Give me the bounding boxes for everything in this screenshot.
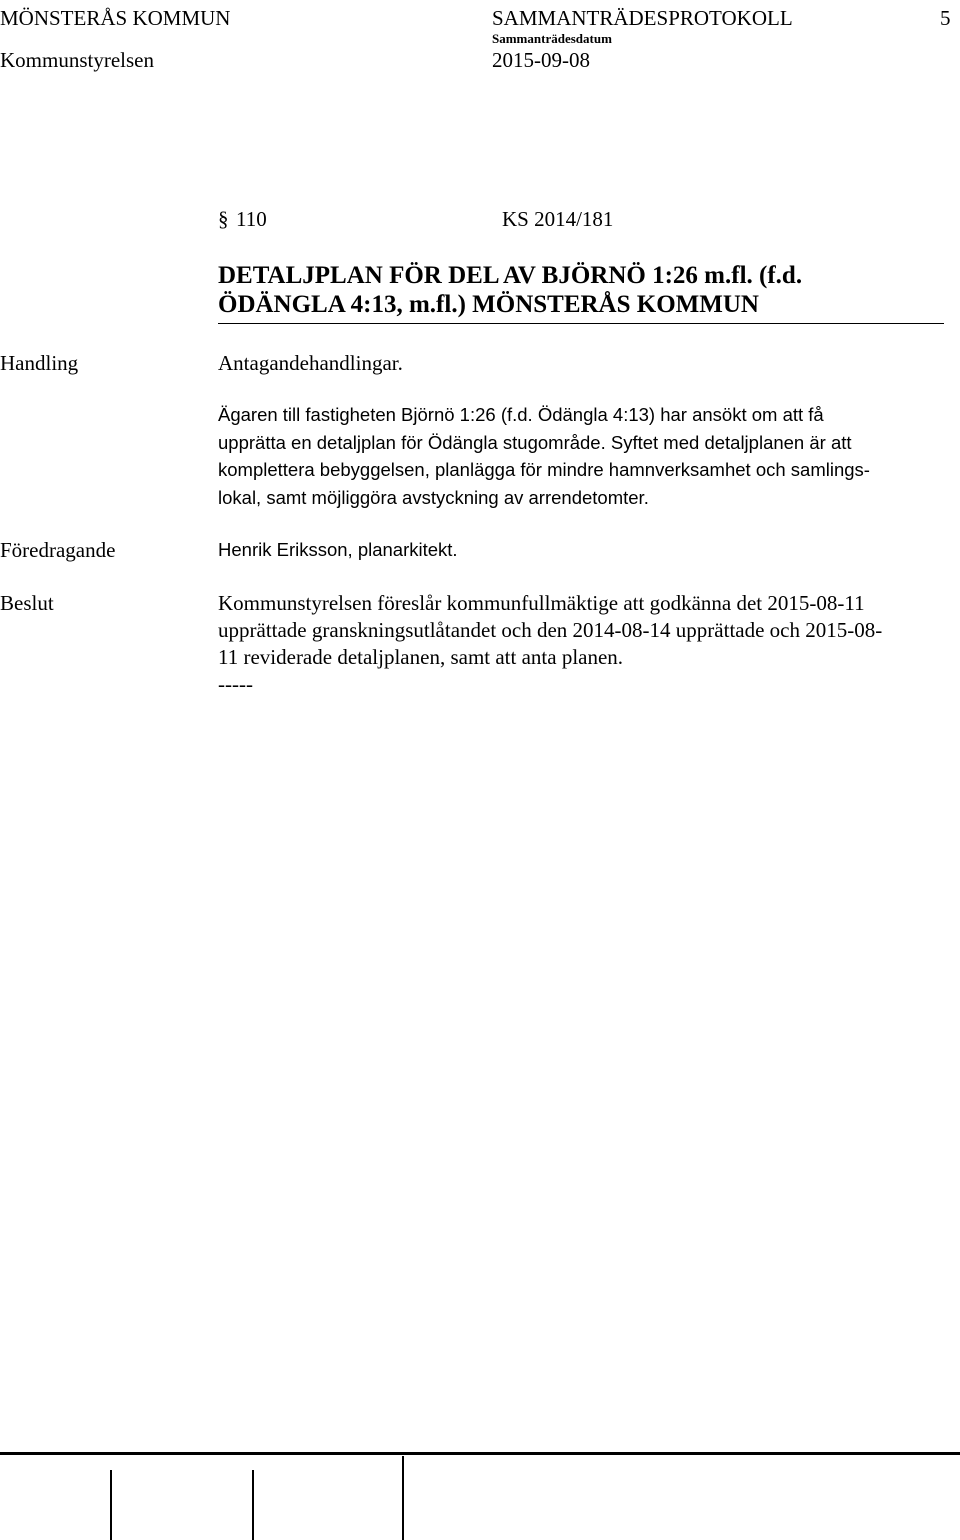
title-underline — [218, 323, 944, 324]
beslut-line-3: 11 reviderade detaljplanen, samt att anta planen. — [218, 645, 624, 669]
signature-divider-1 — [110, 1470, 112, 1540]
footer-top-rule — [0, 1452, 960, 1455]
header-body: Kommunstyrelsen — [0, 48, 154, 72]
signature-divider-3 — [402, 1456, 404, 1540]
handling-value: Antagandehandlingar. — [218, 351, 403, 375]
beslut-label: Beslut — [0, 591, 54, 615]
section-number: 110 — [236, 207, 267, 231]
section-title-line-2: ÖDÄNGLA 4:13, m.fl.) MÖNSTERÅS KOMMUN — [218, 291, 759, 318]
description-line-4: lokal, samt möjliggöra avstyckning av arrendetomter. — [218, 487, 649, 508]
foredragande-label: Föredragande — [0, 538, 116, 562]
foredragande-value: Henrik Eriksson, planarkitekt. — [218, 539, 458, 560]
signature-divider-2 — [252, 1470, 254, 1540]
header-date-label: Sammanträdesdatum — [492, 31, 612, 46]
header-organization: MÖNSTERÅS KOMMUN — [0, 6, 231, 30]
beslut-line-2: upprättade granskningsutlåtandet och den 2014-08-14 upprättade och 2015-08- — [218, 618, 883, 642]
header-document-type: SAMMANTRÄDESPROTOKOLL — [492, 6, 793, 30]
section-title-line-1: DETALJPLAN FÖR DEL AV BJÖRNÖ 1:26 m.fl. (f.d. — [218, 262, 803, 289]
description-line-1: Ägaren till fastigheten Björnö 1:26 (f.d. Ödängla 4:13) har ansökt om att få — [218, 404, 824, 425]
header-page-number: 5 — [940, 6, 951, 30]
beslut-end-marker: ----- — [218, 672, 253, 696]
description-line-3: komplettera bebyggelsen, planlägga för mindre hamnverksamhet och samlings- — [218, 459, 870, 480]
paragraph-symbol: § — [218, 207, 229, 231]
header-date: 2015-09-08 — [492, 48, 590, 72]
description-line-2: upprätta en detaljplan för Ödängla stugområde. Syftet med detaljplanen är att — [218, 432, 852, 453]
beslut-line-1: Kommunstyrelsen föreslår kommunfullmäktige att godkänna det 2015-08-11 — [218, 591, 865, 615]
handling-label: Handling — [0, 351, 79, 375]
case-id: KS 2014/181 — [502, 207, 614, 231]
